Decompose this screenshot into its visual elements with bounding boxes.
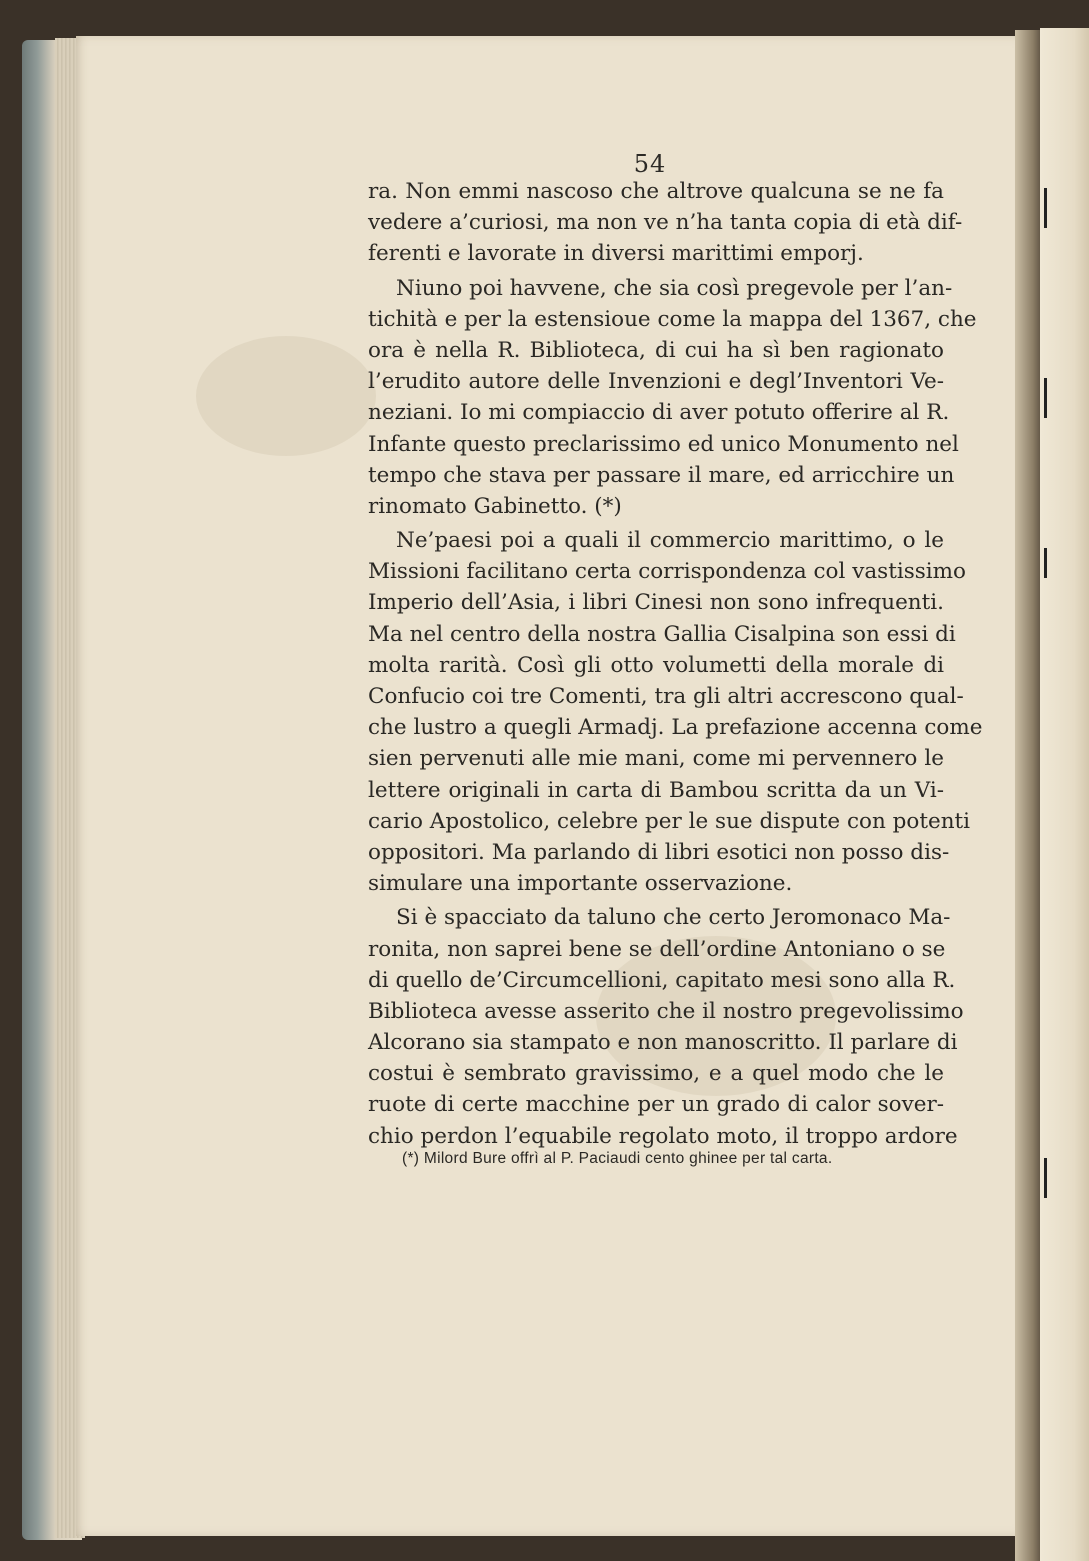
edge-mark [1044, 548, 1047, 578]
text-line: costui è sembrato gravissimo, e a quel modo che le [368, 1061, 944, 1087]
text-line: chio perdon l’equabile regolato moto, il troppo ardore [368, 1123, 958, 1149]
text-line: simulare una importante osservazione. [368, 871, 793, 897]
text-line: ra. Non emmi nascoso che altrove qualcuna se ne fa [368, 179, 944, 204]
text-line: cario Apostolico, celebre per le sue dispute con potenti [368, 808, 971, 834]
text-line: oppositori. Ma parlando di libri esotici non posso dis- [368, 839, 950, 865]
text-line: neziani. Io mi compiaccio di aver potuto offerire al R. [368, 400, 950, 426]
text-line: ronita, non saprei bene se dell’ordine Antoniano o se [368, 936, 946, 962]
edge-mark [1044, 378, 1047, 418]
text-line: che lustro a quegli Armadj. La prefazione accenna come [368, 715, 983, 741]
paper-stain [196, 336, 376, 456]
text-line: l’erudito autore delle Invenzioni e degl’Inventori Ve- [368, 369, 944, 395]
body-text [368, 176, 983, 1152]
scan-background-top [0, 0, 1089, 36]
text-line: ora è nella R. Biblioteca, di cui ha sì ben ragionato [368, 337, 944, 363]
page-number: 54 [633, 150, 667, 178]
text-line: Imperio dell’Asia, i libri Cinesi non sono infrequenti. [368, 590, 944, 616]
text-line: ruote di certe macchine per un grado di calor sover- [368, 1092, 944, 1118]
edge-mark [1044, 188, 1047, 228]
edge-mark [1044, 1158, 1047, 1198]
next-page-edge [1040, 28, 1089, 1561]
text-line: Biblioteca avesse asserito che il nostro pregevolissimo [368, 998, 964, 1024]
text-line: rinomato Gabinetto. (*) [368, 493, 622, 519]
text-line: di quello de’Circumcellioni, capitato mesi sono alla R. [368, 967, 956, 993]
text-line: Missioni facilitano certa corrispondenza col vastissimo [368, 559, 967, 585]
text-line: tichità e per la estensioue come la mappa del 1367, che [368, 306, 977, 332]
text-line: Ma nel centro della nostra Gallia Cisalpina son essi di [368, 621, 956, 647]
text-line: Confucio coi tre Comenti, tra gli altri accrescono qual- [368, 684, 964, 709]
text-line: Niuno poi havvene, che sia così pregevole per l’an- [396, 275, 953, 301]
text-line: Alcorano sia stampato e non manoscritto. Il parlare di [368, 1030, 958, 1056]
text-line: molta rarità. Così gli otto volumetti della morale di [368, 652, 944, 678]
text-line: tempo che stava per passare il mare, ed arricchire un [368, 462, 955, 488]
text-line: Infante questo preclarissimo ed unico Monumento nel [368, 431, 959, 457]
footnote: (*) Milord Bure offrì al P. Paciaudi cento ghinee per tal carta. [402, 1150, 833, 1167]
text-line: Si è spacciato da taluno che certo Jeromonaco Ma- [396, 905, 951, 931]
text-line: sien pervenuti alle mie mani, come mi pervennero le [368, 746, 944, 772]
text-line: vedere a’curiosi, ma non ve n’ha tanta copia di età dif- [368, 210, 963, 236]
text-line: ferenti e lavorate in diversi marittimi emporj. [368, 241, 864, 267]
text-line: Ne’paesi poi a quali il commercio marittimo, o le [396, 528, 944, 554]
text-line: lettere originali in carta di Bambou scritta da un Vi- [368, 777, 944, 803]
